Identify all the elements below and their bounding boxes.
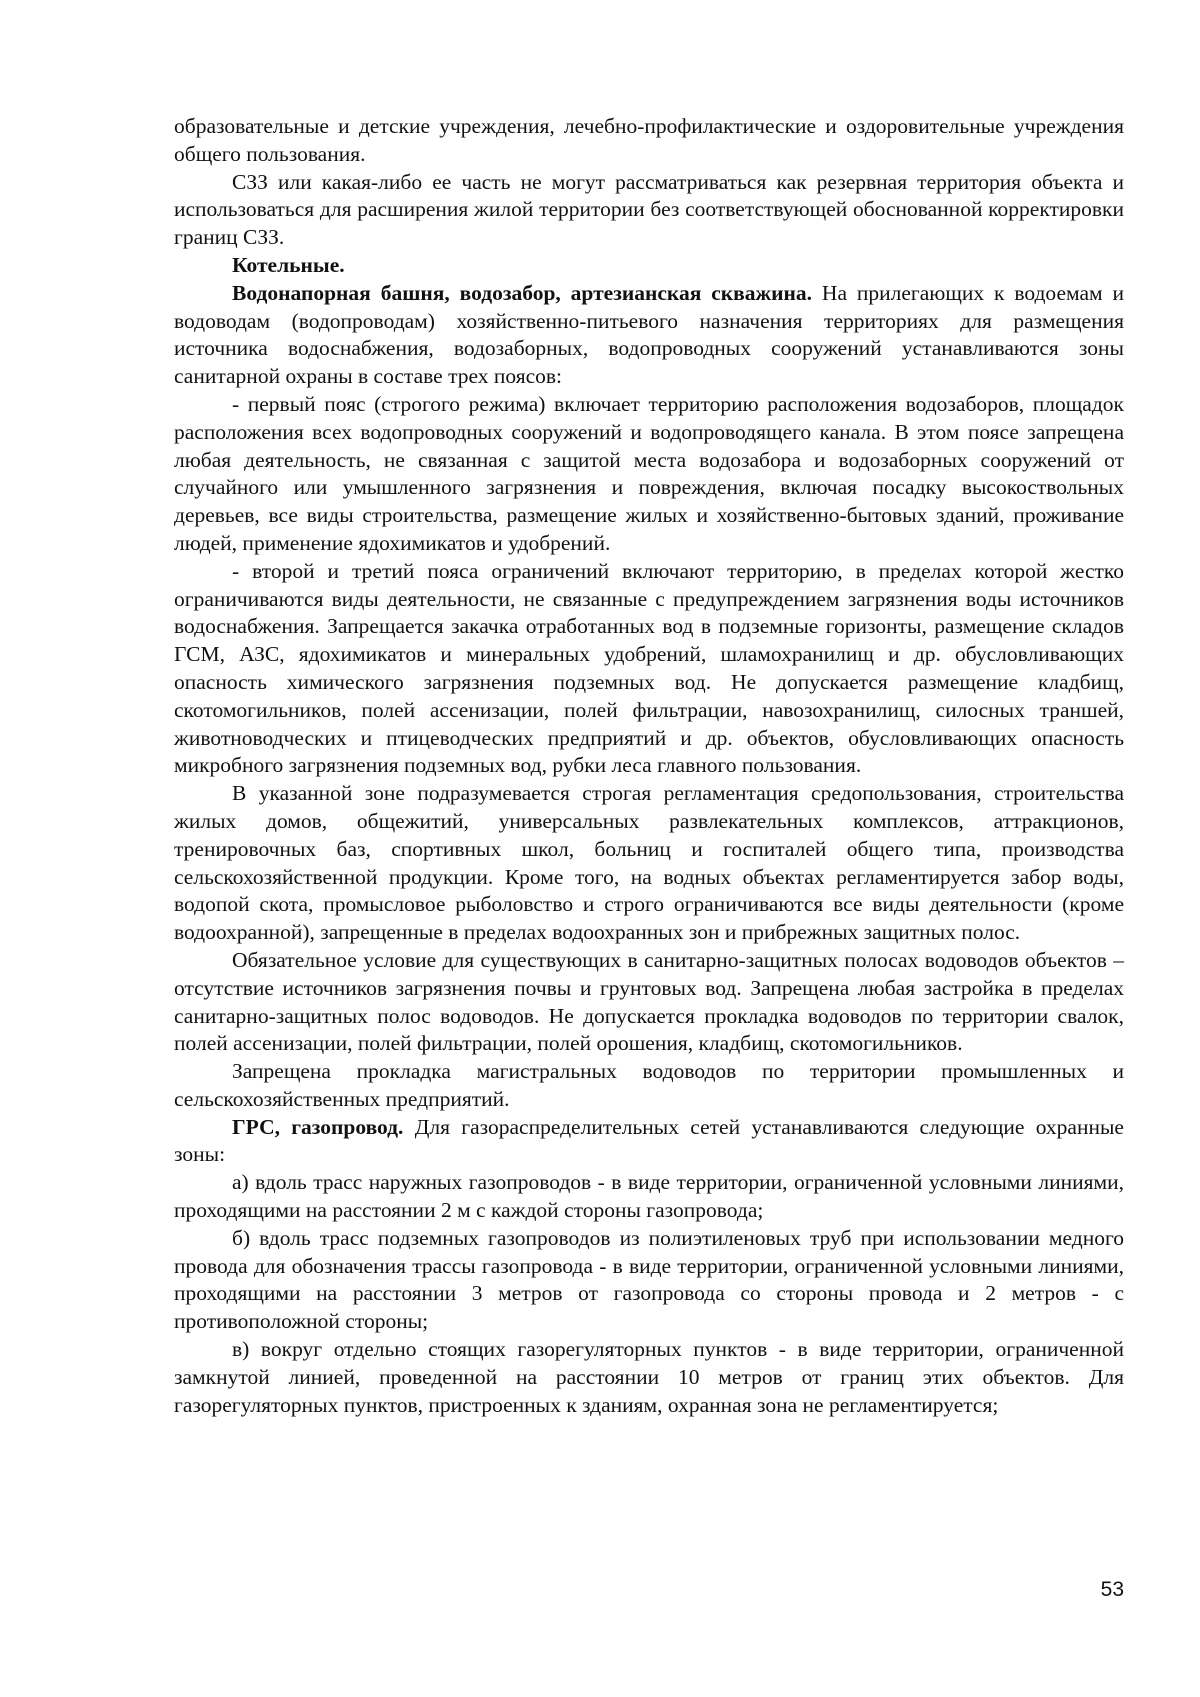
paragraph-text: - второй и третий пояса ограничений включают территорию, в пределах которой жестко ограничиваются виды деятельности, не связанные с предупреждением загрязнения воды источников водоснабжения. Запрещается закачка отработанных вод в подземные горизонты, размещение складов ГСМ, АЗС, ядохимикатов и минеральных удобрений, шламохранилищ и др. обусловливающих опасность химического загрязнения подземных вод. Не допускается размещение кладбищ, скотомогильников, полей ассенизации, полей фильтрации, навозохранилищ, силосных траншей, животноводческих и птицеводческих предприятий и др. объектов, обусловливающих опасность микробного загрязнения подземных вод, рубки леса главного пользования. bbox=[174, 558, 1124, 778]
paragraph-second-third-belt bbox=[174, 558, 1124, 780]
paragraph-text: Запрещена прокладка магистральных водоводов по территории промышленных и сельскохозяйственных предприятий. bbox=[174, 1059, 1124, 1111]
paragraph-continuation bbox=[174, 113, 1124, 169]
section-heading-boilers bbox=[174, 252, 1124, 280]
paragraph-szz-reserve bbox=[174, 169, 1124, 252]
paragraph-first-belt bbox=[174, 391, 1124, 558]
page-number: 53 bbox=[1100, 1578, 1124, 1601]
paragraph-mandatory-condition bbox=[174, 947, 1124, 1058]
paragraph-item-a bbox=[174, 1169, 1124, 1225]
paragraph-text: На прилегающих к водоемам и водоводам (водопроводам) хозяйственно-питьевого назначения территориях для размещения источника водоснабжения, водозаборных, водопроводных сооружений устанавливаются зоны санитарной охраны в составе трех поясов: bbox=[174, 280, 1124, 389]
paragraph-item-b bbox=[174, 1225, 1124, 1336]
paragraph-text: а) вдоль трасс наружных газопроводов - в виде территории, ограниченной условными линиями, проходящими на расстоянии 2 м с каждой стороны газопровода; bbox=[174, 1170, 1124, 1223]
paragraph-text: образовательные и детские учреждения, лечебно-профилактические и оздоровительные учреждения общего пользования. bbox=[174, 114, 1124, 166]
paragraph-text: СЗЗ или какая-либо ее часть не могут рассматриваться как резервная территория объекта и использоваться для расширения жилой территории без соответствующей обоснованной корректировки границ СЗЗ. bbox=[174, 169, 1124, 250]
paragraph-text: б) вдоль трасс подземных газопроводов из полиэтиленовых труб при использовании медного провода для обозначения трассы газопровода - в виде территории, ограниченной условными линиями, проходящими на расстоянии 3 метров от газопровода со стороны провода и 2 метров - с противоположной стороны; bbox=[174, 1225, 1124, 1334]
paragraph-gas-pipeline bbox=[174, 1114, 1124, 1170]
paragraph-text: Для газораспределительных сетей устанавливаются следующие охранные зоны: bbox=[174, 1114, 1124, 1167]
paragraph-text: В указанной зоне подразумевается строгая регламентация средопользования, строительства жилых домов, общежитий, универсальных развлекательных комплексов, аттракционов, тренировочных баз, спортивных школ, больниц и госпиталей общего типа, производства сельскохозяйственной продукции. Кроме того, на водных объектах регламентируется забор воды, водопой скота, промысловое рыболовство и строго ограничиваются все виды деятельности (кроме водоохранной), запрещенные в пределах водоохранных зон и прибрежных защитных полос. bbox=[174, 781, 1124, 945]
paragraph-text: в) вокруг отдельно стоящих газорегуляторных пунктов - в виде территории, ограниченной замкнутой линией, проведенной на расстоянии 10 метров от границ этих объектов. Для газорегуляторных пунктов, пристроенных к зданиям, охранная зона не регламентируется; bbox=[174, 1337, 1124, 1417]
section-heading: Водонапорная башня, водозабор, артезианская скважина. bbox=[232, 280, 813, 305]
section-heading: ГРС, газопровод. bbox=[232, 1114, 404, 1139]
paragraph-main-water-lines bbox=[174, 1058, 1124, 1114]
paragraph-water-tower bbox=[174, 280, 1124, 391]
paragraph-text: Обязательное условие для существующих в санитарно-защитных полосах водоводов объектов – отсутствие источников загрязнения почвы и грунтовых вод. Запрещена любая застройка в пределах санитарно-защитных полос водоводов. Не допускается прокладка водоводов по территории свалок, полей ассенизации, полей фильтрации, полей орошения, кладбищ, скотомогильников. bbox=[174, 947, 1124, 1056]
paragraph-text: - первый пояс (строгого режима) включает территорию расположения водозаборов, площадок расположения всех водопроводных сооружений и водопроводящего канала. В этом поясе запрещена любая деятельность, не связанная с защитой места водозабора и водозаборных сооружений от случайного или умышленного загрязнения и повреждения, включая посадку высокоствольных деревьев, все виды строительства, размещение жилых и хозяйственно-бытовых зданий, проживание людей, применение ядохимикатов и удобрений. bbox=[174, 391, 1124, 555]
page-body bbox=[174, 113, 1124, 1419]
section-heading: Котельные. bbox=[232, 252, 345, 277]
paragraph-zone-regulation bbox=[174, 780, 1124, 947]
paragraph-item-v bbox=[174, 1336, 1124, 1419]
